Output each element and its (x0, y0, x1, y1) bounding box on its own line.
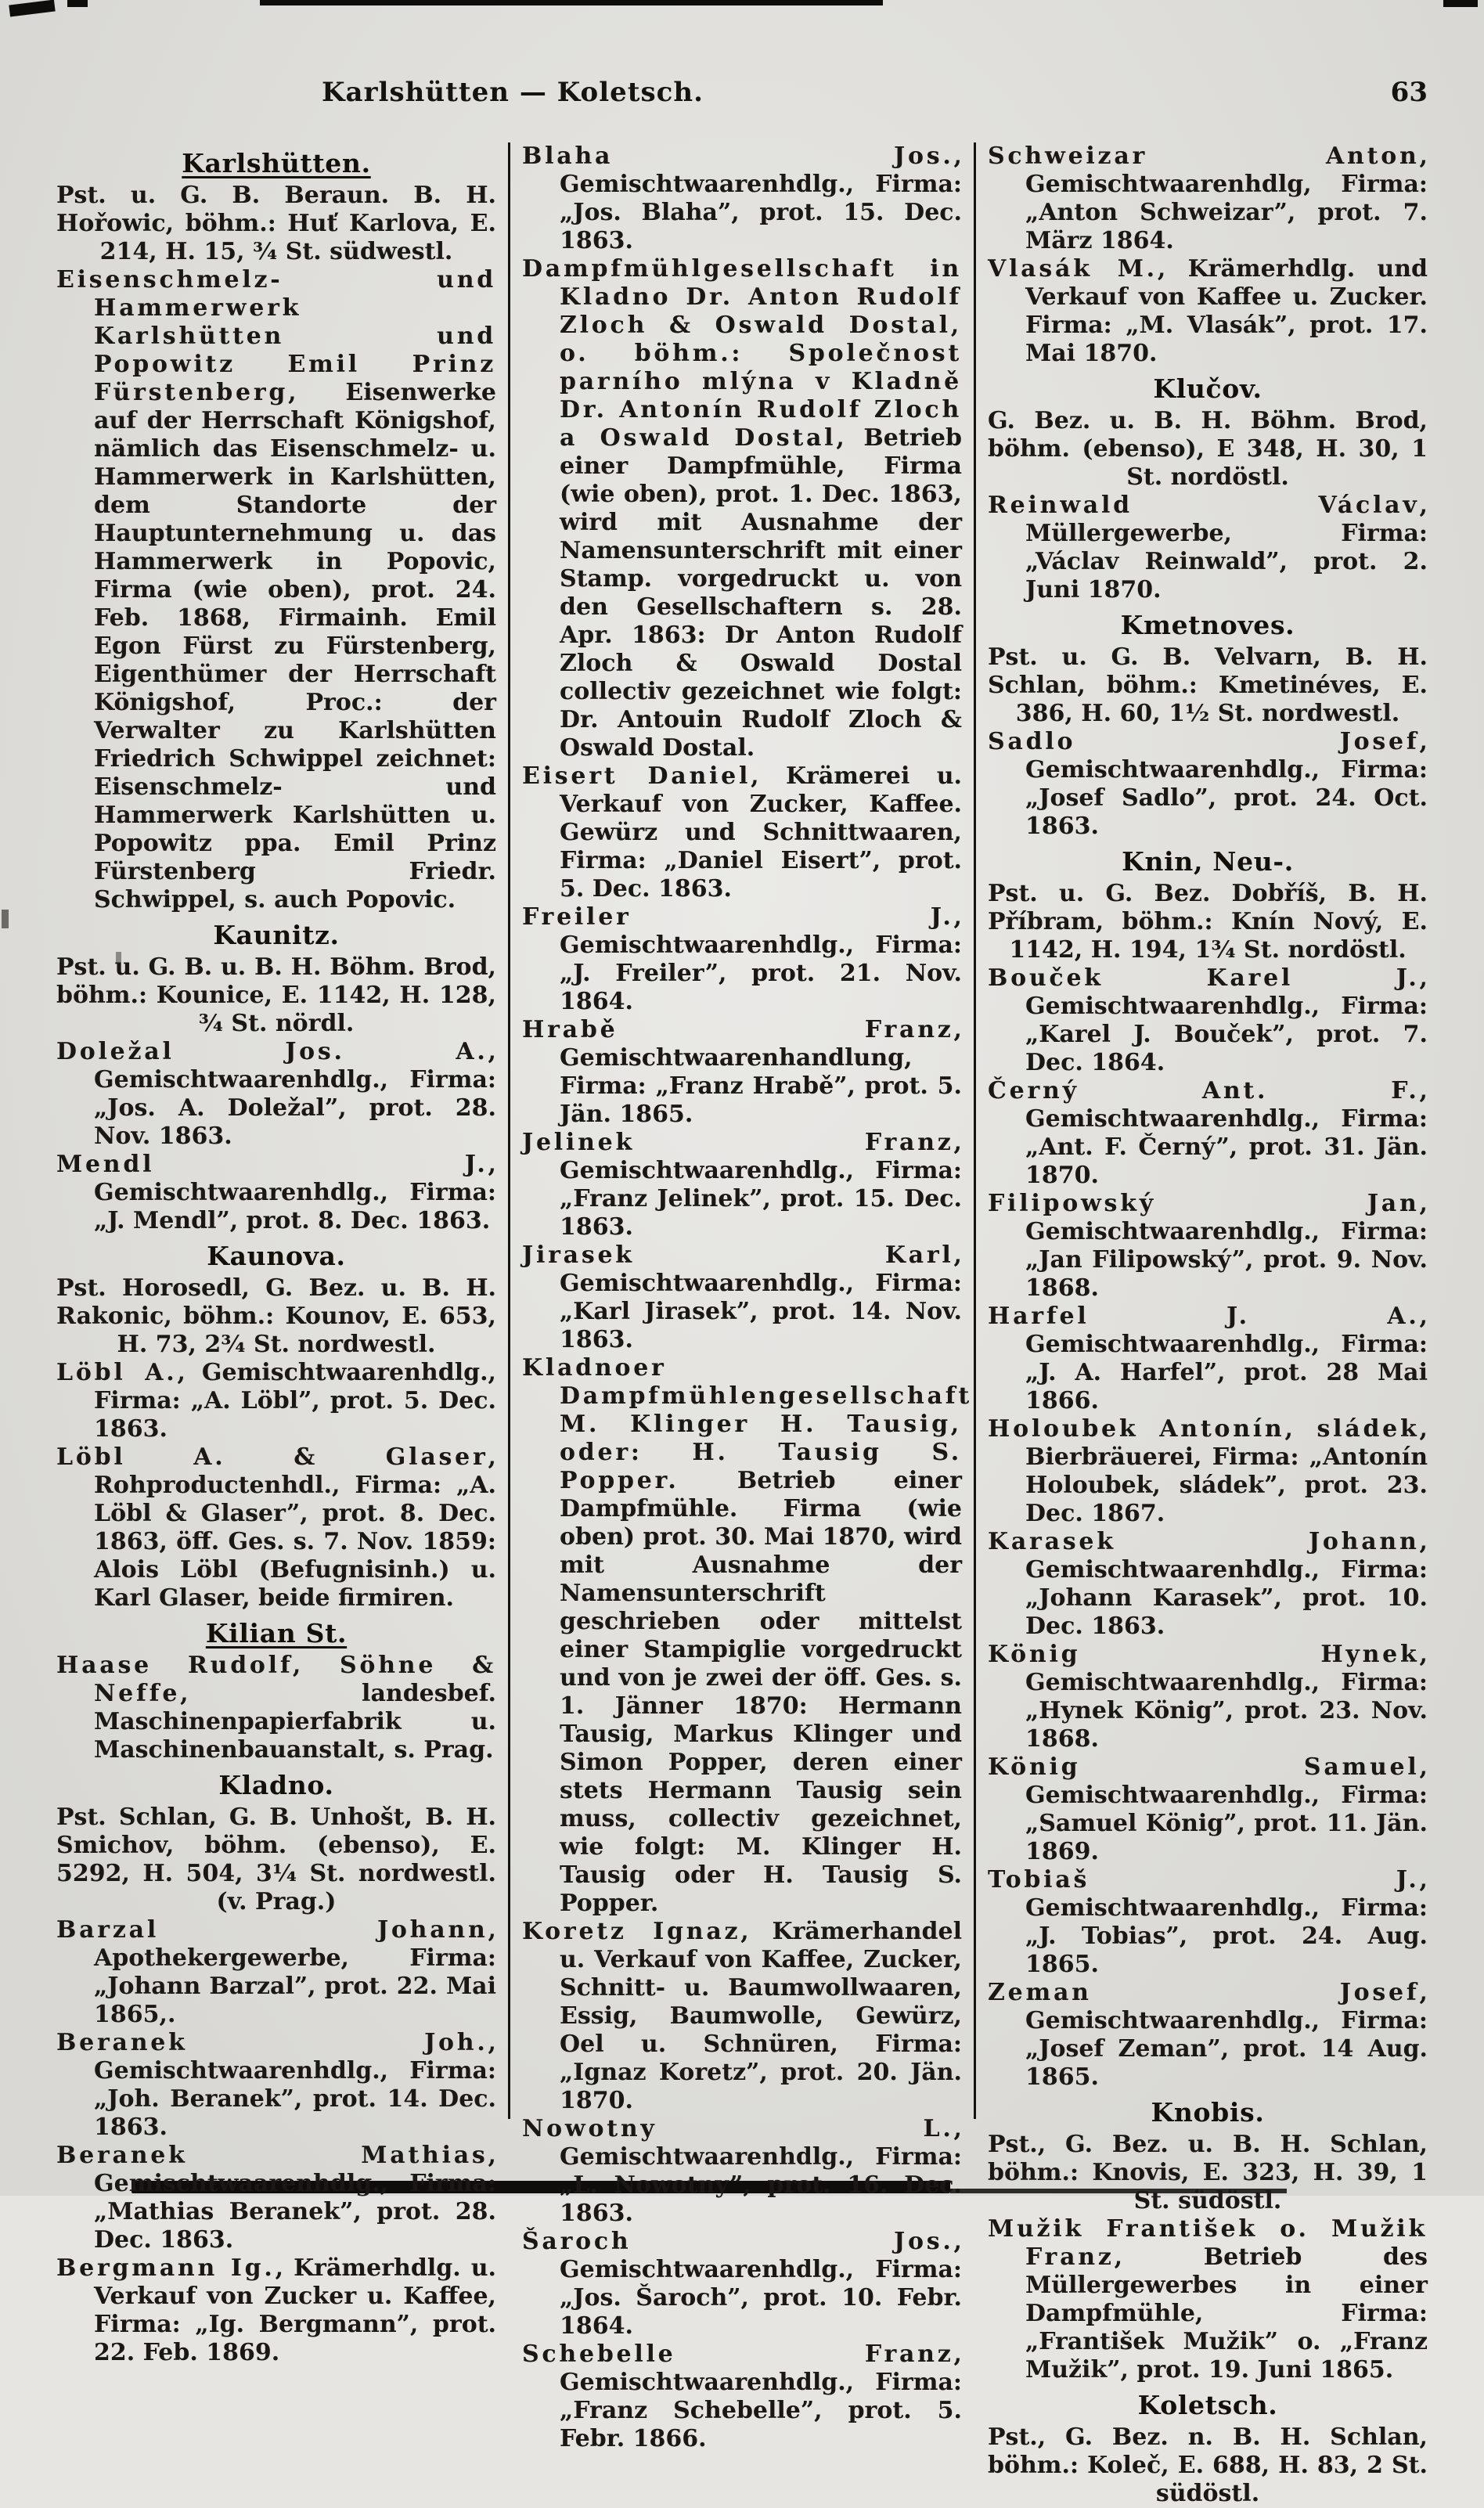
section-intro: G. Bez. u. B. H. Böhm. Brod, böhm. (ebenso), E 348, H. 30, 1 St. nordöstl. (988, 407, 1428, 491)
entry-name: Filipowský Jan (988, 1190, 1420, 1217)
entry-name: Holoubek Antonín, sládek (988, 1415, 1420, 1443)
directory-entry: Nowotny L., Gemischtwaarenhdlg., Firma: „L. Nowotny”, prot. 16. Dec. 1863. (522, 2115, 962, 2227)
entry-name: Haase Rudolf, Söhne & Neffe (56, 1652, 496, 1707)
entry-name: Löbl A. (56, 1359, 178, 1386)
scan-artifact (260, 0, 883, 5)
directory-entry: Černý Ant. F., Gemischtwaarenhdlg., Firma: „Ant. F. Černý”, prot. 31. Jän. 1870. (988, 1077, 1428, 1189)
entry-name: Šaroch Jos. (522, 2228, 954, 2255)
entry-name: Hrabě Franz (522, 1016, 954, 1043)
section-heading: Kaunova. (207, 1241, 346, 1271)
entry-name: Jelinek Franz (522, 1129, 954, 1156)
entry-name: Harfel J. A. (988, 1303, 1420, 1330)
section-heading: Kaunitz. (213, 920, 340, 950)
directory-entry: Filipowský Jan, Gemischtwaarenhdlg., Firma: „Jan Filipowský”, prot. 9. Nov. 1868. (988, 1190, 1428, 1302)
scan-artifact (9, 0, 55, 16)
entry-name: Tobiaš J. (988, 1866, 1420, 1894)
directory-entry: Vlasák M., Krämerhdlg. und Verkauf von Kaffee u. Zucker. Firma: „M. Vlasák”, prot. 17. Mai 1870. (988, 255, 1428, 367)
entry-name: König Samuel (988, 1753, 1420, 1781)
directory-entry: Dampfmühlgesellschaft in Kladno Dr. Anton Rudolf Zloch & Oswald Dostal, o. böhm.: Společnost parního mlýna v Kladně Dr. Antonín Rudolf Zloch a Oswald Dostal, Betrieb einer Dampfmühle, Firma (wie oben), prot. 1. Dec. 1863, wird mit Ausnahme der Namensunterschrift mit einer Stamp. vorgedruckt u. von den Gesellschaftern s. 28. Apr. 1863: Dr Anton Rudolf Zloch & Oswald Dostal collectiv gezeichnet wie folgt: Dr. Antouin Rudolf Zloch & Oswald Dostal. (522, 255, 962, 762)
directory-entry: Schweizar Anton, Gemischtwaarenhdlg, Firma: „Anton Schweizar”, prot. 7. März 1864. (988, 142, 1428, 254)
directory-entry: Karasek Johann, Gemischtwaarenhdlg., Firma: „Johann Karasek”, prot. 10. Dec. 1863. (988, 1528, 1428, 1640)
section-intro: Pst. u. G. B. Beraun. B. H. Hořowic, böhm.: Huť Karlova, E. 214, H. 15, ¾ St. südwestl. (56, 182, 496, 265)
section-heading: Kladno. (218, 1770, 334, 1800)
directory-entry: König Hynek, Gemischtwaarenhdlg., Firma: „Hynek König”, prot. 23. Nov. 1868. (988, 1641, 1428, 1753)
section-heading: Koletsch. (1137, 2390, 1278, 2420)
entry-name: Freiler J. (522, 903, 954, 931)
entry-name: Koretz Ignaz (522, 1918, 741, 1945)
running-head: Karlshütten — Koletsch. (321, 77, 704, 108)
entry-name: Karasek Johann (988, 1528, 1420, 1555)
section-heading: Knobis. (1151, 2097, 1265, 2128)
directory-entry: Schebelle Franz, Gemischtwaarenhdlg., Firma: „Franz Schebelle”, prot. 5. Febr. 1866. (522, 2340, 962, 2452)
entry-name: Beranek Joh. (56, 2029, 488, 2056)
scan-artifact (67, 0, 88, 7)
directory-entry: Eisert Daniel, Krämerei u. Verkauf von Zucker, Kaffee. Gewürz und Schnittwaaren, Firma: „Daniel Eisert”, prot. 5. Dec. 1863. (522, 762, 962, 903)
entry-name: Löbl A. & Glaser (56, 1443, 488, 1471)
entry-name: Černý Ant. F. (988, 1077, 1420, 1104)
entry-name: Bouček Karel J. (988, 964, 1420, 992)
section-heading: Kilian St. (205, 1618, 348, 1649)
directory-entry: Freiler J., Gemischtwaarenhdlg., Firma: „J. Freiler”, prot. 21. Nov. 1864. (522, 903, 962, 1015)
directory-entry: Beranek Joh., Gemischtwaarenhdlg., Firma: „Joh. Beranek”, prot. 14. Dec. 1863. (56, 2029, 496, 2141)
section-intro: Pst. u. G. B. Velvarn, B. H. Schlan, böhm.: Kmetinéves, E. 386, H. 60, 1½ St. nordwestl. (988, 643, 1428, 727)
directory-entry: Reinwald Václav, Müllergewerbe, Firma: „Václav Reinwald”, prot. 2. Juni 1870. (988, 492, 1428, 604)
entry-name: Mužik František o. Mužik Franz (988, 2215, 1428, 2271)
directory-entry: Šaroch Jos., Gemischtwaarenhdlg., Firma: „Jos. Šaroch”, prot. 10. Febr. 1864. (522, 2228, 962, 2340)
entry-name: Beranek Mathias (56, 2142, 488, 2169)
directory-entry: Zeman Josef, Gemischtwaarenhdlg., Firma: „Josef Zeman”, prot. 14 Aug. 1865. (988, 1979, 1428, 2091)
section-intro: Pst. Horosedl, G. Bez. u. B. H. Rakonic, böhm.: Kounov, E. 653, H. 73, 2¾ St. nordwestl. (56, 1274, 496, 1358)
columns-container (56, 142, 1428, 2507)
directory-entry: Eisenschmelz- und Hammerwerk Karlshütten und Popowitz Emil Prinz Fürstenberg, Eisenwerke auf der Herrschaft Königshof, nämlich das Eisenschmelz- u. Hammerwerk in Karlshütten, dem Standorte der Hauptunternehmung u. das Hammerwerk in Popovic, Firma (wie oben), prot. 24. Feb. 1868, Firmainh. Emil Egon Fürst zu Fürstenberg, Eigenthümer der Herrschaft Königshof, Proc.: der Verwalter zu Karlshütten Friedrich Schwippel zeichnet: Eisenschmelz- und Hammerwerk Karlshütten u. Popowitz ppa. Emil Prinz Fürstenberg Friedr. Schwippel, s. auch Popovic. (56, 266, 496, 913)
entry-name: Kladnoer Dampfmühlengesellschaft M. Klinger H. Tausig, oder: H. Tausig S. Popper. (522, 1354, 972, 1494)
directory-entry: Harfel J. A., Gemischtwaarenhdlg., Firma: „J. A. Harfel”, prot. 28 Mai 1866. (988, 1303, 1428, 1414)
entry-name: Dampfmühlgesellschaft in Kladno Dr. Anton Rudolf Zloch & Oswald Dostal, o. böhm.: Společnost parního mlýna v Kladně Dr. Antonín Rudolf Zloch a Oswald Dostal (522, 255, 962, 452)
entry-name: Nowotny L. (522, 2115, 954, 2142)
entry-name: Blaha Jos. (522, 142, 954, 170)
directory-entry: Hrabě Franz, Gemischtwaarenhandlung, Firma: „Franz Hrabě”, prot. 5. Jän. 1865. (522, 1016, 962, 1128)
directory-entry: Löbl A., Gemischtwaarenhdlg., Firma: „A. Löbl”, prot. 5. Dec. 1863. (56, 1359, 496, 1443)
entry-name: Barzal Johann (56, 1916, 488, 1944)
entry-name: Eisert Daniel (522, 762, 751, 790)
entry-name: Sadlo Josef (988, 728, 1420, 755)
column-3 (974, 142, 1428, 2507)
directory-entry: Löbl A. & Glaser, Rohproductenhdl., Firma: „A. Löbl & Glaser”, prot. 8. Dec. 1863, öff. Ges. s. 7. Nov. 1859: Alois Löbl (Befugnisinh.) u. Karl Glaser, beide firmiren. (56, 1443, 496, 1612)
directory-entry: Jelinek Franz, Gemischtwaarenhdlg., Firma: „Franz Jelinek”, prot. 15. Dec. 1863. (522, 1129, 962, 1241)
directory-entry: Kladnoer Dampfmühlengesellschaft M. Klinger H. Tausig, oder: H. Tausig S. Popper. Betrieb einer Dampfmühle. Firma (wie oben) prot. 30. Mai 1870, wird mit Ausnahme der Namensunterschrift geschrieben oder mittelst einer Stampiglie vorgedruckt und von je zwei der öff. Ges. s. 1. Jänner 1870: Hermann Tausig, Markus Klinger und Simon Popper, deren einer stets Hermann Tausig sein muss, collectiv gezeichnet, wie folgt: M. Klinger H. Tausig oder H. Tausig S. Popper. (522, 1354, 972, 1917)
directory-entry: Barzal Johann, Apothekergewerbe, Firma: „Johann Barzal”, prot. 22. Mai 1865,. (56, 1916, 496, 2028)
column-2 (508, 142, 974, 2452)
section-intro: Pst. u. G. Bez. Dobříš, B. H. Příbram, böhm.: Knín Nový, E. 1142, H. 194, 1¾ St. nordöstl. (988, 880, 1428, 964)
directory-entry: Blaha Jos., Gemischtwaarenhdlg., Firma: „Jos. Blaha”, prot. 15. Dec. 1863. (522, 142, 962, 254)
directory-entry: Beranek Mathias, Gemischtwaarenhdlg., Firma: „Mathias Beranek”, prot. 28. Dec. 1863. (56, 2142, 496, 2254)
scan-artifact (1443, 0, 1478, 7)
section-intro: Pst. Schlan, G. B. Unhošt, B. H. Smichov, böhm. (ebenso), E. 5292, H. 504, 3¼ St. nordwestl. (v. Prag.) (56, 1804, 496, 1915)
entry-name: Jirasek Karl (522, 1241, 954, 1269)
page-number: 63 (1390, 77, 1428, 108)
directory-entry: Mendl J., Gemischtwaarenhdlg., Firma: „J. Mendl”, prot. 8. Dec. 1863. (56, 1151, 496, 1234)
entry-name: Mendl J. (56, 1151, 488, 1178)
directory-entry: Tobiaš J., Gemischtwaarenhdlg., Firma: „J. Tobias”, prot. 24. Aug. 1865. (988, 1866, 1428, 1978)
section-heading: Kmetnoves. (1120, 610, 1295, 640)
section-heading: Knin, Neu-. (1122, 846, 1294, 877)
entry-name: König Hynek (988, 1641, 1420, 1668)
directory-entry: Bergmann Ig., Krämerhdlg. u. Verkauf von Zucker u. Kaffee, Firma: „Ig. Bergmann”, prot. 22. Feb. 1869. (56, 2254, 496, 2366)
section-intro: Pst., G. Bez. n. B. H. Schlan, böhm.: Koleč, E. 688, H. 83, 2 St. südöstl. (988, 2423, 1428, 2507)
section-intro: Pst., G. Bez. u. B. H. Schlan, böhm.: Knovis, E. 323, H. 39, 1 St. südöstl. (988, 2131, 1428, 2214)
directory-entry: Koretz Ignaz, Krämerhandel u. Verkauf von Kaffee, Zucker, Schnitt- u. Baumwollwaaren, Essig, Baumwolle, Gewürz, Oel u. Schnüren, Firma: „Ignaz Koretz”, prot. 20. Jän. 1870. (522, 1918, 962, 2114)
directory-entry: Sadlo Josef, Gemischtwaarenhdlg., Firma: „Josef Sadlo”, prot. 24. Oct. 1863. (988, 728, 1428, 840)
entry-name: Zeman Josef (988, 1979, 1420, 2006)
entry-name: Bergmann Ig. (56, 2254, 276, 2282)
entry-name: Doležal Jos. A. (56, 1038, 488, 1065)
directory-entry: Holoubek Antonín, sládek, Bierbräuerei, Firma: „Antonín Holoubek, sládek”, prot. 23. Dec. 1867. (988, 1415, 1428, 1527)
directory-entry: Doležal Jos. A., Gemischtwaarenhdlg., Firma: „Jos. A. Doležal”, prot. 28. Nov. 1863. (56, 1038, 496, 1150)
column-1 (56, 142, 508, 2366)
directory-entry: König Samuel, Gemischtwaarenhdlg., Firma: „Samuel König”, prot. 11. Jän. 1869. (988, 1753, 1428, 1865)
directory-entry: Bouček Karel J., Gemischtwaarenhdlg., Firma: „Karel J. Bouček”, prot. 7. Dec. 1864. (988, 964, 1428, 1076)
entry-name: Schebelle Franz (522, 2340, 954, 2368)
entry-name: Schweizar Anton (988, 142, 1420, 170)
entry-name: Eisenschmelz- und Hammerwerk Karlshütten und Popowitz Emil Prinz Fürstenberg (56, 266, 496, 406)
directory-entry: Haase Rudolf, Söhne & Neffe, landesbef. Maschinenpapierfabrik u. Maschinenbauanstalt, s. Prag. (56, 1652, 496, 1764)
directory-entry: Mužik František o. Mužik Franz, Betrieb des Müllergewerbes in einer Dampfmühle, Firma: „František Mužik” o. „Franz Mužik”, prot. 19. Juni 1865. (988, 2215, 1428, 2384)
directory-entry: Jirasek Karl, Gemischtwaarenhdlg., Firma: „Karl Jirasek”, prot. 14. Nov. 1863. (522, 1241, 962, 1353)
entry-name: Vlasák M. (988, 255, 1158, 283)
section-intro: Pst. u. G. B. u. B. H. Böhm. Brod, böhm.: Kounice, E. 1142, H. 128, ¾ St. nördl. (56, 953, 496, 1037)
section-heading: Karlshütten. (182, 148, 371, 178)
scan-artifact (2, 910, 9, 928)
section-heading: Klučov. (1153, 373, 1262, 404)
entry-name: Reinwald Václav (988, 492, 1420, 519)
